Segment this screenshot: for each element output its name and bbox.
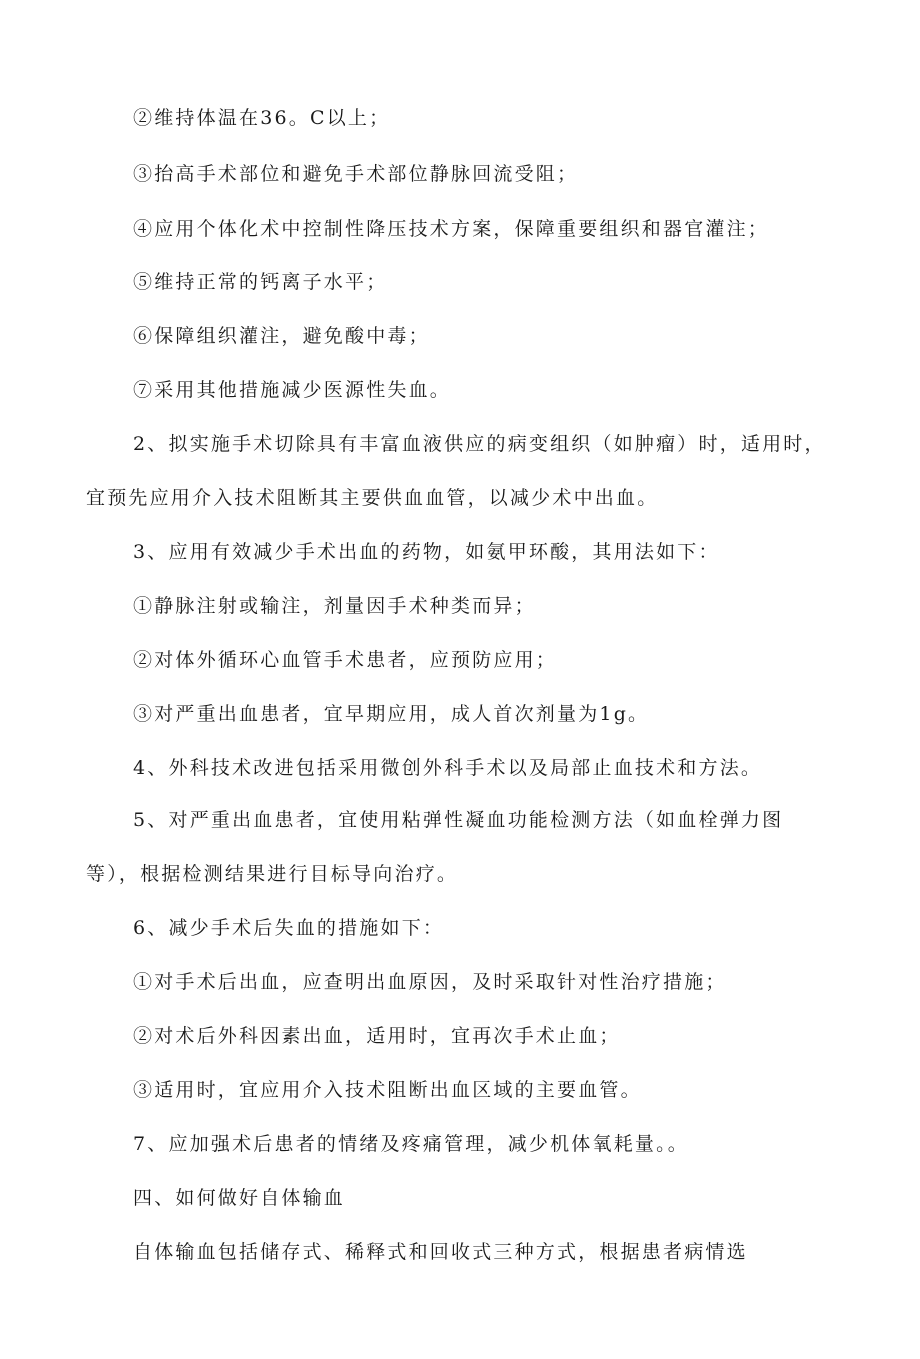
text-line: ③抬高手术部位和避免手术部位静脉回流受阻； <box>133 163 579 185</box>
text-line: ①静脉注射或输注，剂量因手术种类而异； <box>133 595 536 617</box>
text-line: 3、应用有效减少手术出血的药物，如氨甲环酸，其用法如下： <box>133 541 720 563</box>
text-line: ②对术后外科因素出血，适用时，宜再次手术止血； <box>133 1025 621 1047</box>
text-line: 5、对严重出血患者，宜使用粘弹性凝血功能检测方法（如血栓弹力图 <box>133 809 784 831</box>
text-line: ⑤维持正常的钙离子水平； <box>133 271 388 293</box>
text-line: 自体输血包括储存式、稀释式和回收式三种方式，根据患者病情选 <box>133 1241 748 1263</box>
text-line: 6、减少手术后失血的措施如下： <box>133 917 445 939</box>
text-line: 4、外科技术改进包括采用微创外科手术以及局部止血技术和方法。 <box>133 757 763 779</box>
text-line: ②对体外循环心血管手术患者，应预防应用； <box>133 649 558 671</box>
text-line: ⑦采用其他措施减少医源性失血。 <box>133 379 452 401</box>
text-line: 2、拟实施手术切除具有丰富血液供应的病变组织（如肿瘤）时，适用时， <box>133 433 826 455</box>
text-line: 7、应加强术后患者的情绪及疼痛管理，减少机体氧耗量。。 <box>133 1133 689 1155</box>
text-line: ③对严重出血患者，宜早期应用，成人首次剂量为1g。 <box>133 703 650 725</box>
text-line: ④应用个体化术中控制性降压技术方案，保障重要组织和器官灌注； <box>133 218 770 240</box>
text-line: ①对手术后出血，应查明出血原因，及时采取针对性治疗措施； <box>133 971 727 993</box>
text-line: ⑥保障组织灌注，避免酸中毒； <box>133 325 430 347</box>
text-line: 宜预先应用介入技术阻断其主要供血血管，以减少术中出血。 <box>86 487 659 509</box>
section-heading: 四、如何做好自体输血 <box>133 1187 346 1209</box>
text-line: ③适用时，宜应用介入技术阻断出血区域的主要血管。 <box>133 1079 642 1101</box>
text-line: 等），根据检测结果进行目标导向治疗。 <box>86 863 459 885</box>
text-line: ②维持体温在36。C以上； <box>133 107 391 129</box>
